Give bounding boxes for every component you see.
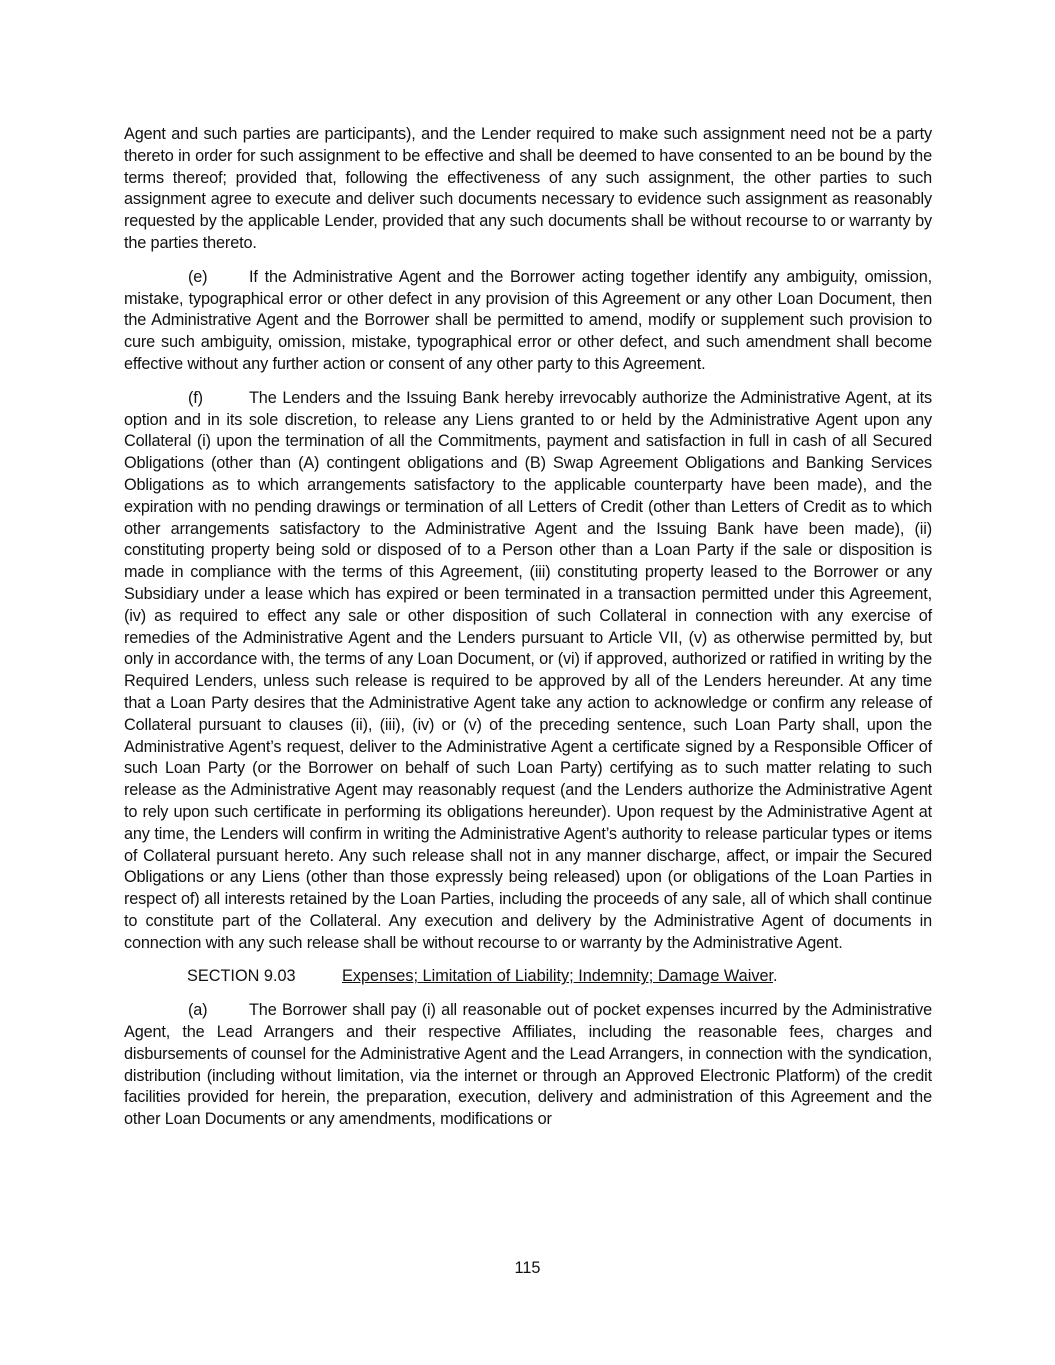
paragraph-label: (a) — [188, 1001, 208, 1020]
page-number: 115 — [514, 1259, 541, 1277]
paragraph-a — [124, 1000, 932, 1131]
document-body — [124, 124, 932, 1143]
paragraph-f — [124, 388, 932, 955]
paragraph-label: (f) — [188, 388, 203, 407]
paragraph-label: (e) — [188, 267, 208, 286]
section-title-end: . — [773, 967, 778, 986]
section-heading — [124, 966, 932, 988]
paragraph-continued — [124, 124, 932, 255]
paragraph-text: The Borrower shall pay (i) all reasonable out of pocket expenses incurred by the Administrative Agent, the Lead Arrangers and their respective Affiliates, including the reasonable fees, charges and disbursements of counsel for the Administrative Agent and the Lead Arrangers, in connection with the syndication, distribution (including without limitation, via the internet or through an Approved Electronic Platform) of the credit facilities provided for herein, the preparation, execution, delivery and administration of this Agreement and the other Loan Documents or any amendments, modifications or — [124, 1001, 932, 1129]
section-title: Expenses; Limitation of Liability; Indemnity; Damage Waiver — [342, 967, 774, 986]
paragraph-text: The Lenders and the Issuing Bank hereby irrevocably authorize the Administrative Agent, at its option and in its sole discretion, to release any Liens granted to or held by the Administrative Agent upon any Collateral (i) upon the termination of all the Commitments, payment and satisfaction in full in cash of all Secured Obligations (other than (A) contingent obligations and (B) Swap Agreement Obligations and Banking Services Obligations as to which arrangements satisfactory to the applicable counterparty have been made), and the expiration with no pending drawings or termination of all Letters of Credit (other than Letters of Credit as to which other arrangements satisfactory to the Administrative Agent and the Issuing Bank have been made), (ii) constituting property being sold or disposed of to a Person other than a Loan Party if the sale or disposition is made in compliance with the terms of this Agreement, (iii) constituting property leased to the Borrower or any Subsidiary under a lease which has expired or been terminated in a transaction permitted under this Agreement, (iv) as required to effect any sale or other disposition of such Collateral in connection with any exercise of remedies of the Administrative Agent and the Lenders pursuant to Article VII, (v) as otherwise permitted by, but only in accordance with, the terms of any Loan Document, or (vi) if approved, authorized or ratified in writing by the Required Lenders, unless such release is required to be approved by all of the Lenders hereunder. At any time that a Loan Party desires that the Administrative Agent take any action to acknowledge or confirm any release of Collateral pursuant to clauses (ii), (iii), (iv) or (v) of the preceding sentence, such Loan Party shall, upon the Administrative Agent’s request, deliver to the Administrative Agent a certificate signed by a Responsible Officer of such Loan Party (or the Borrower on behalf of such Loan Party) certifying as to such matter relating to such release as the Administrative Agent may reasonably request (and the Lenders authorize the Administrative Agent to rely upon such certificate in performing its obligations hereunder). Upon request by the Administrative Agent at any time, the Lenders will confirm in writing the Administrative Agent’s authority to release particular types or items of Collateral pursuant hereto. Any such release shall not in any manner discharge, affect, or impair the Secured Obligations or any Liens (other than those expressly being released) upon (or obligations of the Loan Parties in respect of) all interests retained by the Loan Parties, including the proceeds of any sale, all of which shall continue to constitute part of the Collateral. Any execution and delivery by the Administrative Agent of documents in connection with any such release shall be without recourse to or warranty by the Administrative Agent. — [124, 388, 932, 952]
section-number: SECTION 9.03 — [187, 967, 296, 986]
paragraph-e — [124, 267, 932, 376]
paragraph-text: Agent and such parties are participants), and the Lender required to make such assignment need not be a party thereto in order for such assignment to be effective and shall be deemed to have consented to an be bound by the terms thereof; provided that, following the effectiveness of any such assignment, the other parties to such assignment agree to execute and deliver such documents necessary to evidence such assignment as reasonably requested by the applicable Lender, provided that any such documents shall be without recourse to or warranty by the parties thereto. — [124, 125, 932, 252]
paragraph-text: If the Administrative Agent and the Borrower acting together identify any ambiguity, omission, mistake, typographical error or other defect in any provision of this Agreement or any other Loan Document, then the Administrative Agent and the Borrower shall be permitted to amend, modify or supplement such provision to cure such ambiguity, omission, mistake, typographical error or other defect, and such amendment shall become effective without any further action or consent of any other party to this Agreement. — [124, 267, 932, 373]
